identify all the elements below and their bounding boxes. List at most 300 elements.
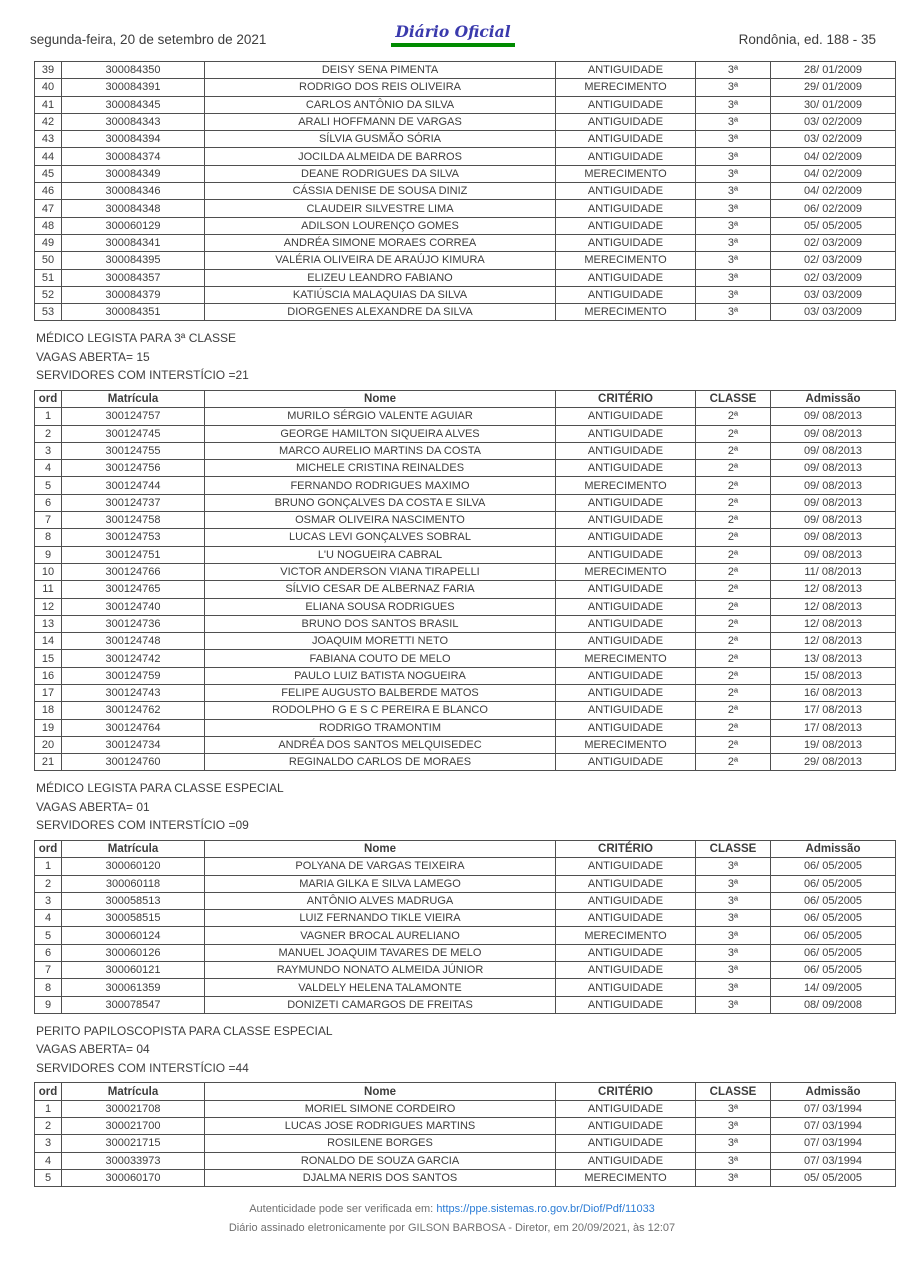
cell-matricula: 300124737 [62,494,205,511]
cell-matricula: 300124744 [62,477,205,494]
cell-matricula: 300124762 [62,702,205,719]
table-row [35,113,896,130]
cell-nome: ANDRÉA DOS SANTOS MELQUISEDEC [205,736,556,753]
cell-ord: 2 [35,875,62,892]
cell-admissao: 09/ 08/2013 [771,425,896,442]
cell-ord: 11 [35,581,62,598]
cell-classe: 2ª [696,581,771,598]
cell-classe: 3ª [696,217,771,234]
cell-admissao: 05/ 05/2005 [771,1169,896,1186]
table-row [35,408,896,425]
cell-classe: 2ª [696,685,771,702]
table-row [35,1100,896,1117]
cell-classe: 3ª [696,286,771,303]
cell-nome: MURILO SÉRGIO VALENTE AGUIAR [205,408,556,425]
table-row [35,442,896,459]
cell-matricula: 300060118 [62,875,205,892]
cell-classe: 3ª [696,252,771,269]
cell-matricula: 300124766 [62,563,205,580]
cell-criterio: ANTIGUIDADE [556,62,696,79]
table-row [35,512,896,529]
cell-ord: 51 [35,269,62,286]
cell-admissao: 07/ 03/1994 [771,1100,896,1117]
cell-matricula: 300058515 [62,910,205,927]
cell-ord: 8 [35,979,62,996]
promotion-table [34,840,896,1014]
cell-matricula: 300084357 [62,269,205,286]
page-header [0,0,904,47]
cell-classe: 2ª [696,633,771,650]
cell-nome: CÁSSIA DENISE DE SOUSA DINIZ [205,183,556,200]
cell-nome: RODRIGO TRAMONTIM [205,719,556,736]
cell-ord: 4 [35,910,62,927]
table-row [35,581,896,598]
cell-criterio: ANTIGUIDADE [556,113,696,130]
cell-admissao: 29/ 08/2013 [771,754,896,771]
cell-criterio: ANTIGUIDADE [556,408,696,425]
cell-matricula: 300060124 [62,927,205,944]
cell-matricula: 300060120 [62,858,205,875]
cell-criterio: ANTIGUIDADE [556,217,696,234]
cell-admissao: 02/ 03/2009 [771,269,896,286]
cell-criterio: ANTIGUIDADE [556,460,696,477]
cell-admissao: 16/ 08/2013 [771,685,896,702]
cell-criterio: ANTIGUIDADE [556,131,696,148]
cell-admissao: 28/ 01/2009 [771,62,896,79]
cell-ord: 2 [35,425,62,442]
cell-ord: 6 [35,944,62,961]
cell-matricula: 300084350 [62,62,205,79]
table-row [35,165,896,182]
cell-criterio: MERECIMENTO [556,927,696,944]
cell-matricula: 300033973 [62,1152,205,1169]
footer-auth-line [0,1200,904,1219]
cell-ord: 50 [35,252,62,269]
table-header-row [35,1083,896,1100]
cell-criterio: MERECIMENTO [556,1169,696,1186]
cell-matricula: 300060121 [62,962,205,979]
cell-admissao: 03/ 02/2009 [771,113,896,130]
table-row [35,200,896,217]
cell-criterio: ANTIGUIDADE [556,148,696,165]
cell-ord: 5 [35,927,62,944]
table-row [35,858,896,875]
cell-criterio: ANTIGUIDADE [556,234,696,251]
cell-nome: ADILSON LOURENÇO GOMES [205,217,556,234]
cell-criterio: ANTIGUIDADE [556,183,696,200]
cell-classe: 2ª [696,702,771,719]
cell-nome: MICHELE CRISTINA REINALDES [205,460,556,477]
cell-ord: 3 [35,892,62,909]
column-header-criterio: CRITÉRIO [556,390,696,407]
cell-ord: 16 [35,667,62,684]
section-vagas: VAGAS ABERTA= 15 [36,349,150,364]
cell-nome: LUCAS JOSE RODRIGUES MARTINS [205,1118,556,1135]
cell-admissao: 05/ 05/2005 [771,217,896,234]
table-row [35,979,896,996]
cell-admissao: 03/ 03/2009 [771,286,896,303]
cell-admissao: 09/ 08/2013 [771,529,896,546]
cell-nome: DIORGENES ALEXANDRE DA SILVA [205,304,556,321]
cell-criterio: MERECIMENTO [556,165,696,182]
cell-admissao: 09/ 08/2013 [771,460,896,477]
cell-ord: 9 [35,546,62,563]
cell-admissao: 07/ 03/1994 [771,1118,896,1135]
cell-admissao: 06/ 05/2005 [771,858,896,875]
footer-auth-text: Autenticidade pode ser verificada em: [249,1203,434,1216]
cell-matricula: 300084391 [62,79,205,96]
cell-ord: 6 [35,494,62,511]
cell-ord: 8 [35,529,62,546]
cell-admissao: 13/ 08/2013 [771,650,896,667]
cell-ord: 2 [35,1118,62,1135]
cell-nome: PAULO LUIZ BATISTA NOGUEIRA [205,667,556,684]
cell-criterio: ANTIGUIDADE [556,702,696,719]
cell-matricula: 300124755 [62,442,205,459]
cell-matricula: 300084349 [62,165,205,182]
cell-admissao: 12/ 08/2013 [771,581,896,598]
cell-ord: 19 [35,719,62,736]
cell-classe: 3ª [696,996,771,1013]
cell-matricula: 300060126 [62,944,205,961]
column-header-matricula: Matrícula [62,840,205,857]
cell-ord: 49 [35,234,62,251]
cell-ord: 1 [35,1100,62,1117]
cell-nome: GEORGE HAMILTON SIQUEIRA ALVES [205,425,556,442]
cell-ord: 7 [35,962,62,979]
table-row [35,892,896,909]
table-row [35,702,896,719]
table-row [35,667,896,684]
cell-classe: 3ª [696,910,771,927]
table-row [35,183,896,200]
cell-admissao: 08/ 09/2008 [771,996,896,1013]
cell-nome: LUCAS LEVI GONÇALVES SOBRAL [205,529,556,546]
cell-nome: FABIANA COUTO DE MELO [205,650,556,667]
column-header-admissao: Admissão [771,390,896,407]
cell-nome: VALÉRIA OLIVEIRA DE ARAÚJO KIMURA [205,252,556,269]
cell-criterio: ANTIGUIDADE [556,286,696,303]
cell-ord: 40 [35,79,62,96]
table-header-row [35,390,896,407]
cell-classe: 3ª [696,892,771,909]
table-row [35,62,896,79]
cell-classe: 2ª [696,650,771,667]
cell-nome: ROSILENE BORGES [205,1135,556,1152]
cell-classe: 3ª [696,148,771,165]
cell-admissao: 17/ 08/2013 [771,702,896,719]
cell-nome: FELIPE AUGUSTO BALBERDE MATOS [205,685,556,702]
cell-admissao: 09/ 08/2013 [771,546,896,563]
table-row [35,875,896,892]
cell-admissao: 02/ 03/2009 [771,234,896,251]
table-row [35,79,896,96]
cell-ord: 21 [35,754,62,771]
cell-ord: 17 [35,685,62,702]
cell-admissao: 30/ 01/2009 [771,96,896,113]
cell-admissao: 11/ 08/2013 [771,563,896,580]
cell-admissao: 02/ 03/2009 [771,252,896,269]
table-row [35,217,896,234]
footer-auth-link[interactable]: https://ppe.sistemas.ro.gov.br/Diof/Pdf/11033 [436,1203,655,1216]
cell-classe: 3ª [696,269,771,286]
cell-nome: VALDELY HELENA TALAMONTE [205,979,556,996]
table-row [35,685,896,702]
cell-nome: VICTOR ANDERSON VIANA TIRAPELLI [205,563,556,580]
cell-matricula: 300124756 [62,460,205,477]
cell-nome: POLYANA DE VARGAS TEIXEIRA [205,858,556,875]
cell-criterio: ANTIGUIDADE [556,425,696,442]
cell-admissao: 06/ 02/2009 [771,200,896,217]
cell-classe: 2ª [696,563,771,580]
cell-classe: 2ª [696,667,771,684]
cell-matricula: 300021708 [62,1100,205,1117]
cell-matricula: 300124760 [62,754,205,771]
cell-matricula: 300058513 [62,892,205,909]
cell-ord: 14 [35,633,62,650]
cell-matricula: 300078547 [62,996,205,1013]
cell-criterio: ANTIGUIDADE [556,858,696,875]
cell-admissao: 09/ 08/2013 [771,442,896,459]
cell-criterio: ANTIGUIDADE [556,598,696,615]
cell-admissao: 06/ 05/2005 [771,927,896,944]
header-edition: Rondônia, ed. 188 - 35 [738,32,877,47]
cell-criterio: ANTIGUIDADE [556,615,696,632]
column-header-admissao: Admissão [771,840,896,857]
cell-classe: 3ª [696,927,771,944]
cell-classe: 3ª [696,79,771,96]
cell-nome: VAGNER BROCAL AURELIANO [205,927,556,944]
table-row [35,546,896,563]
cell-classe: 3ª [696,200,771,217]
column-header-matricula: Matrícula [62,1083,205,1100]
table-row [35,736,896,753]
cell-admissao: 06/ 05/2005 [771,875,896,892]
cell-nome: FERNANDO RODRIGUES MAXIMO [205,477,556,494]
cell-criterio: ANTIGUIDADE [556,944,696,961]
cell-classe: 3ª [696,979,771,996]
gazette-logo: Diário Oficial [391,22,514,47]
cell-criterio: ANTIGUIDADE [556,96,696,113]
table-row [35,633,896,650]
cell-nome: DONIZETI CAMARGOS DE FREITAS [205,996,556,1013]
column-header-nome: Nome [205,390,556,407]
footer-signature: Diário assinado eletronicamente por GILSON BARBOSA - Diretor, em 20/09/2021, às 12:07 [228,1222,676,1235]
cell-classe: 3ª [696,234,771,251]
cell-ord: 13 [35,615,62,632]
cell-nome: LUIZ FERNANDO TIKLE VIEIRA [205,910,556,927]
cell-classe: 3ª [696,96,771,113]
cell-criterio: ANTIGUIDADE [556,1135,696,1152]
cell-ord: 5 [35,1169,62,1186]
cell-ord: 3 [35,442,62,459]
cell-criterio: ANTIGUIDADE [556,875,696,892]
table-row [35,148,896,165]
table-row [35,598,896,615]
cell-admissao: 06/ 05/2005 [771,962,896,979]
cell-admissao: 19/ 08/2013 [771,736,896,753]
cell-nome: OSMAR OLIVEIRA NASCIMENTO [205,512,556,529]
cell-ord: 47 [35,200,62,217]
cell-ord: 20 [35,736,62,753]
section-intersticio: SERVIDORES COM INTERSTÍCIO =09 [36,818,249,833]
cell-criterio: ANTIGUIDADE [556,581,696,598]
cell-classe: 3ª [696,113,771,130]
cell-classe: 2ª [696,719,771,736]
cell-ord: 7 [35,512,62,529]
cell-ord: 9 [35,996,62,1013]
cell-matricula: 300124753 [62,529,205,546]
table-row [35,286,896,303]
cell-admissao: 29/ 01/2009 [771,79,896,96]
cell-classe: 2ª [696,408,771,425]
column-header-nome: Nome [205,840,556,857]
cell-ord: 46 [35,183,62,200]
cell-classe: 2ª [696,494,771,511]
cell-nome: L'U NOGUEIRA CABRAL [205,546,556,563]
cell-admissao: 12/ 08/2013 [771,615,896,632]
cell-admissao: 09/ 08/2013 [771,477,896,494]
section-vagas: VAGAS ABERTA= 04 [36,1042,150,1057]
cell-matricula: 300124764 [62,719,205,736]
cell-ord: 45 [35,165,62,182]
cell-nome: BRUNO DOS SANTOS BRASIL [205,615,556,632]
cell-classe: 2ª [696,442,771,459]
cell-admissao: 09/ 08/2013 [771,494,896,511]
cell-classe: 3ª [696,875,771,892]
section-intersticio: SERVIDORES COM INTERSTÍCIO =44 [36,1060,249,1075]
cell-classe: 3ª [696,1118,771,1135]
column-header-matricula: Matrícula [62,390,205,407]
section-heading [36,329,904,385]
table-row [35,252,896,269]
cell-matricula: 300021715 [62,1135,205,1152]
column-header-ord: ord [35,840,62,857]
cell-nome: MARIA GILKA E SILVA LAMEGO [205,875,556,892]
cell-nome: RONALDO DE SOUZA GARCIA [205,1152,556,1169]
table-row [35,944,896,961]
cell-classe: 3ª [696,944,771,961]
cell-ord: 43 [35,131,62,148]
table-row [35,910,896,927]
section-title: MÉDICO LEGISTA PARA 3ª CLASSE [36,331,237,346]
cell-matricula: 300084394 [62,131,205,148]
cell-admissao: 09/ 08/2013 [771,512,896,529]
cell-criterio: ANTIGUIDADE [556,892,696,909]
cell-ord: 10 [35,563,62,580]
cell-nome: SÍLVIA GUSMÃO SÓRIA [205,131,556,148]
cell-criterio: MERECIMENTO [556,304,696,321]
cell-ord: 4 [35,1152,62,1169]
cell-criterio: MERECIMENTO [556,563,696,580]
cell-matricula: 300061359 [62,979,205,996]
cell-admissao: 07/ 03/1994 [771,1135,896,1152]
table-row [35,1169,896,1186]
column-header-ord: ord [35,1083,62,1100]
cell-nome: JOAQUIM MORETTI NETO [205,633,556,650]
column-header-nome: Nome [205,1083,556,1100]
cell-criterio: ANTIGUIDADE [556,200,696,217]
cell-classe: 3ª [696,1135,771,1152]
promotion-table [34,61,896,321]
cell-classe: 3ª [696,304,771,321]
cell-criterio: ANTIGUIDADE [556,442,696,459]
cell-criterio: ANTIGUIDADE [556,910,696,927]
table-row [35,1118,896,1135]
cell-nome: DEANE RODRIGUES DA SILVA [205,165,556,182]
table-row [35,304,896,321]
cell-nome: MORIEL SIMONE CORDEIRO [205,1100,556,1117]
cell-classe: 3ª [696,858,771,875]
cell-classe: 2ª [696,460,771,477]
header-date: segunda-feira, 20 de setembro de 2021 [30,32,267,47]
cell-matricula: 300124740 [62,598,205,615]
table-row [35,996,896,1013]
cell-nome: ANDRÉA SIMONE MORAES CORREA [205,234,556,251]
cell-ord: 18 [35,702,62,719]
cell-matricula: 300084379 [62,286,205,303]
table-row [35,650,896,667]
section-heading [36,779,904,835]
table-row [35,927,896,944]
cell-admissao: 04/ 02/2009 [771,183,896,200]
promotion-table [34,390,896,772]
cell-classe: 2ª [696,512,771,529]
cell-nome: JOCILDA ALMEIDA DE BARROS [205,148,556,165]
cell-nome: DEISY SENA PIMENTA [205,62,556,79]
cell-criterio: ANTIGUIDADE [556,996,696,1013]
cell-criterio: MERECIMENTO [556,79,696,96]
cell-criterio: ANTIGUIDADE [556,979,696,996]
cell-matricula: 300021700 [62,1118,205,1135]
table-row [35,754,896,771]
document-body [0,61,904,1187]
cell-classe: 3ª [696,1169,771,1186]
cell-admissao: 06/ 05/2005 [771,944,896,961]
cell-matricula: 300084395 [62,252,205,269]
cell-matricula: 300124759 [62,667,205,684]
cell-ord: 5 [35,477,62,494]
cell-ord: 12 [35,598,62,615]
cell-matricula: 300084348 [62,200,205,217]
column-header-classe: CLASSE [696,1083,771,1100]
cell-matricula: 300124751 [62,546,205,563]
cell-criterio: ANTIGUIDADE [556,512,696,529]
cell-admissao: 03/ 02/2009 [771,131,896,148]
cell-criterio: ANTIGUIDADE [556,754,696,771]
cell-nome: CLAUDEIR SILVESTRE LIMA [205,200,556,217]
cell-classe: 2ª [696,598,771,615]
cell-ord: 4 [35,460,62,477]
cell-matricula: 300084351 [62,304,205,321]
cell-admissao: 03/ 03/2009 [771,304,896,321]
cell-classe: 3ª [696,183,771,200]
cell-nome: ELIZEU LEANDRO FABIANO [205,269,556,286]
page-footer [0,1200,904,1238]
section-vagas: VAGAS ABERTA= 01 [36,799,150,814]
cell-criterio: MERECIMENTO [556,477,696,494]
cell-nome: KATIÚSCIA MALAQUIAS DA SILVA [205,286,556,303]
cell-criterio: ANTIGUIDADE [556,962,696,979]
cell-admissao: 15/ 08/2013 [771,667,896,684]
column-header-criterio: CRITÉRIO [556,1083,696,1100]
cell-matricula: 300124734 [62,736,205,753]
cell-classe: 3ª [696,62,771,79]
table-row [35,962,896,979]
cell-criterio: MERECIMENTO [556,650,696,667]
cell-nome: RODRIGO DOS REIS OLIVEIRA [205,79,556,96]
cell-classe: 3ª [696,1152,771,1169]
